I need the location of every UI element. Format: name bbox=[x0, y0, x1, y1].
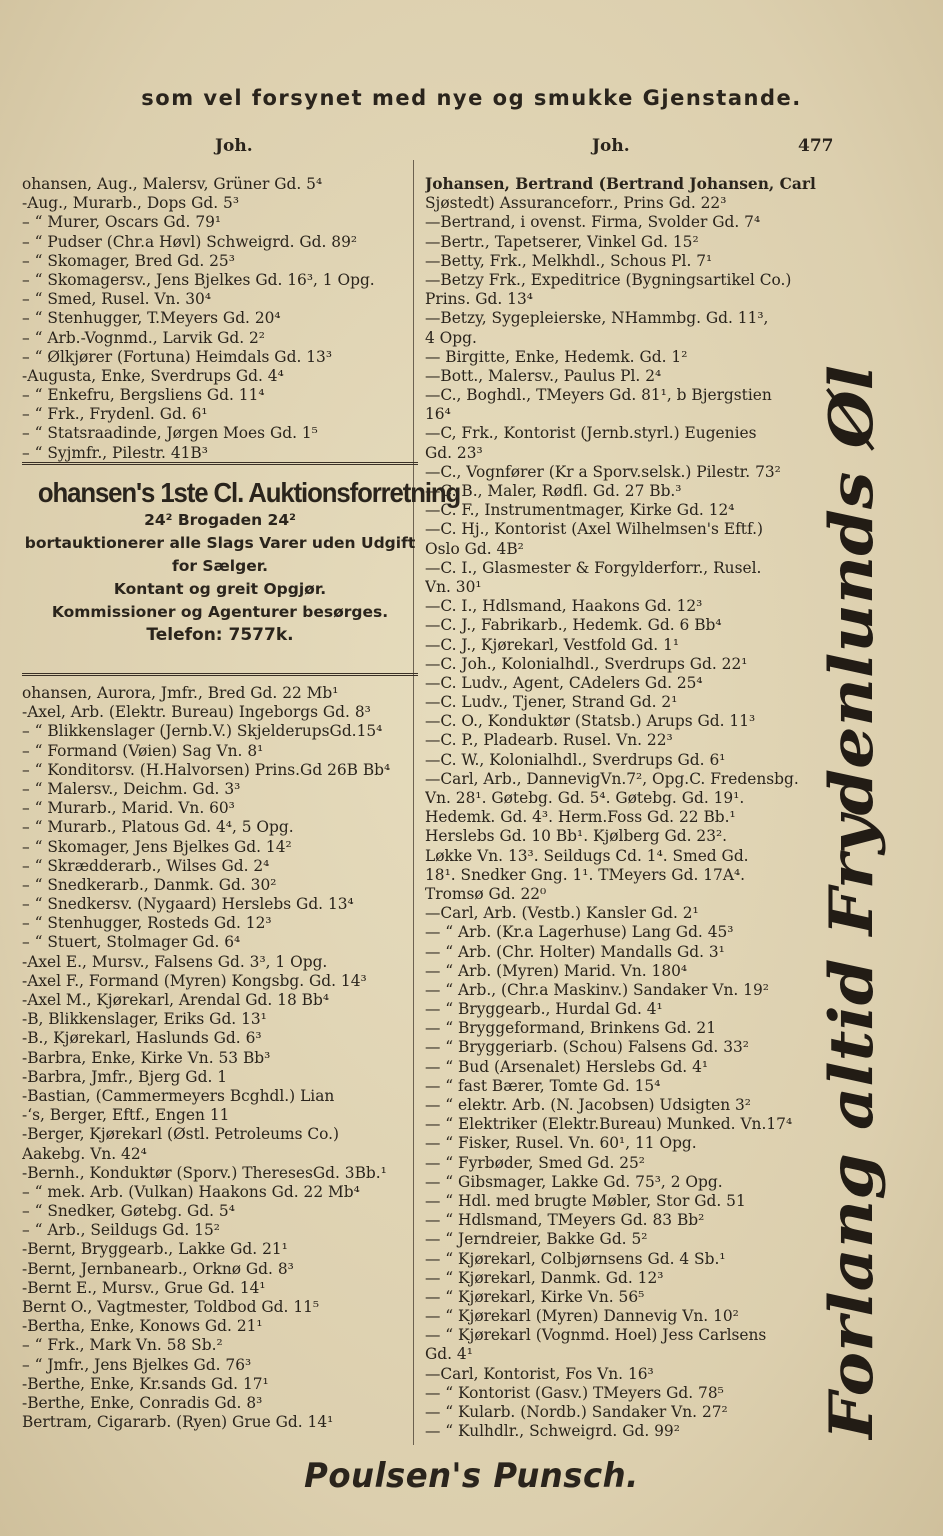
page-number: 477 bbox=[798, 136, 834, 156]
directory-entry: —C. Joh., Kolonialhdl., Sverdrups Gd. 22¹ bbox=[425, 654, 748, 673]
directory-entry: — “ Kjørekarl (Vognmd. Hoel) Jess Carlsens bbox=[425, 1326, 767, 1345]
directory-entry: —C. I., Hdlsmand, Haakons Gd. 12³ bbox=[425, 597, 703, 616]
directory-entry: — “ Bryggearb., Hurdal Gd. 4¹ bbox=[425, 1000, 663, 1019]
directory-entry: — “ Arb. (Chr. Holter) Mandalls Gd. 3¹ bbox=[425, 942, 725, 961]
directory-entry: – “ Stenhugger, Rosteds Gd. 12³ bbox=[22, 914, 272, 933]
directory-entry: — “ Kontorist (Gasv.) TMeyers Gd. 78⁵ bbox=[425, 1383, 724, 1402]
directory-entry: —Bertr., Tapetserer, Vinkel Gd. 15² bbox=[425, 232, 699, 251]
directory-entry: Oslo Gd. 4B² bbox=[425, 539, 524, 558]
right-column bbox=[425, 175, 830, 1441]
directory-entry: -‘s, Berger, Eftf., Engen 11 bbox=[22, 1106, 230, 1125]
directory-entry: – “ Murarb., Marid. Vn. 60³ bbox=[22, 799, 235, 818]
running-head-left: Joh. bbox=[215, 136, 253, 156]
top-banner: som vel forsynet med nye og smukke Gjenstande. bbox=[141, 86, 802, 110]
directory-entry: -Axel, Arb. (Elektr. Bureau) Ingeborgs Gd. 8³ bbox=[22, 703, 371, 722]
directory-entry: – “ Arb.-Vognmd., Larvik Gd. 2² bbox=[22, 328, 265, 347]
directory-entry: -Bernt E., Mursv., Grue Gd. 14¹ bbox=[22, 1278, 266, 1297]
vertical-beer-advertisement bbox=[800, 360, 900, 1440]
directory-entry: —C. P., Pladearb. Rusel. Vn. 22³ bbox=[425, 731, 673, 750]
directory-entry: – “ Snedkerarb., Danmk. Gd. 30² bbox=[22, 875, 277, 894]
left-column-lower bbox=[22, 684, 420, 1432]
directory-entry: 18¹. Snedker Gng. 1¹. TMeyers Gd. 17A⁴. bbox=[425, 865, 746, 884]
directory-entry: —Betty, Frk., Melkhdl., Schous Pl. 7¹ bbox=[425, 251, 713, 270]
directory-entry: -Berthe, Enke, Kr.sands Gd. 17¹ bbox=[22, 1374, 269, 1393]
directory-entry: Tromsø Gd. 22⁰ bbox=[425, 884, 547, 903]
directory-entry: -B., Kjørekarl, Haslunds Gd. 6³ bbox=[22, 1029, 262, 1048]
directory-entry: —C. F., Instrumentmager, Kirke Gd. 12⁴ bbox=[425, 501, 735, 520]
directory-entry: – “ mek. Arb. (Vulkan) Haakons Gd. 22 Mb⁴ bbox=[22, 1182, 360, 1201]
directory-entry: – “ Snedkersv. (Nygaard) Herslebs Gd. 13⁴ bbox=[22, 895, 354, 914]
directory-entry: -Augusta, Enke, Sverdrups Gd. 4⁴ bbox=[22, 366, 284, 385]
directory-entry: – “ Skomagersv., Jens Bjelkes Gd. 16³, 1 Opg. bbox=[22, 270, 375, 289]
directory-entry: – “ Skomager, Bred Gd. 25³ bbox=[22, 251, 235, 270]
directory-entry: —C. Hj., Kontorist (Axel Wilhelmsen's Eftf.) bbox=[425, 520, 763, 539]
directory-entry: 16⁴ bbox=[425, 405, 451, 424]
directory-entry: – “ Syjmfr., Pilestr. 41B³ bbox=[22, 443, 208, 462]
directory-entry: —C. J., Fabrikarb., Hedemk. Gd. 6 Bb⁴ bbox=[425, 616, 722, 635]
directory-entry: —C. Ludv., Tjener, Strand Gd. 2¹ bbox=[425, 693, 678, 712]
directory-entry: -Aug., Murarb., Dops Gd. 5³ bbox=[22, 194, 239, 213]
directory-entry: – “ Smed, Rusel. Vn. 30⁴ bbox=[22, 290, 212, 309]
directory-entry: —C., Boghdl., TMeyers Gd. 81¹, b Bjergstien bbox=[425, 386, 772, 405]
directory-entry: -Bertha, Enke, Konows Gd. 21¹ bbox=[22, 1317, 263, 1336]
directory-entry: – “ Stuert, Stolmager Gd. 6⁴ bbox=[22, 933, 241, 952]
directory-entry: – “ Enkefru, Bergsliens Gd. 11⁴ bbox=[22, 386, 265, 405]
directory-entry: —Carl, Arb. (Vestb.) Kansler Gd. 2¹ bbox=[425, 904, 699, 923]
directory-entry: Vn. 30¹ bbox=[425, 577, 482, 596]
directory-entry: – “ Frk., Frydenl. Gd. 6¹ bbox=[22, 405, 208, 424]
directory-entry: – “ Formand (Vøien) Sag Vn. 8¹ bbox=[22, 741, 264, 760]
directory-entry: – “ Malersv., Deichm. Gd. 3³ bbox=[22, 779, 241, 798]
ad-phone: Telefon: 7577k. bbox=[146, 625, 294, 645]
directory-entry: Hedemk. Gd. 4³. Herm.Foss Gd. 22 Bb.¹ bbox=[425, 808, 736, 827]
directory-entry: Johansen, Bertrand (Bertrand Johansen, Carl bbox=[425, 175, 816, 193]
ad-line: Kommissioner og Agenturer besørges. bbox=[51, 603, 389, 621]
directory-entry: ohansen, Aurora, Jmfr., Bred Gd. 22 Mb¹ bbox=[22, 684, 339, 702]
directory-entry: — “ Kjørekarl, Colbjørnsens Gd. 4 Sb.¹ bbox=[425, 1249, 726, 1268]
directory-entry: — “ Kjørekarl (Myren) Dannevig Vn. 10² bbox=[425, 1307, 739, 1326]
directory-entry: – “ Skrædderarb., Wilses Gd. 2⁴ bbox=[22, 856, 270, 875]
directory-entry: – “ Statsraadinde, Jørgen Moes Gd. 1⁵ bbox=[22, 424, 318, 443]
ad-line: bortauktionerer alle Slags Varer uden Udgift bbox=[24, 534, 416, 552]
directory-entry: – “ Pudser (Chr.a Høvl) Schweigrd. Gd. 89² bbox=[22, 232, 358, 251]
directory-entry: —C. I., Glasmester & Forgylderforr., Rusel. bbox=[425, 558, 762, 577]
directory-entry: -Axel E., Mursv., Falsens Gd. 3³, 1 Opg. bbox=[22, 952, 328, 971]
directory-entry: Bertram, Cigararb. (Ryen) Grue Gd. 14¹ bbox=[22, 1413, 334, 1432]
directory-entry: —Bott., Malersv., Paulus Pl. 2⁴ bbox=[425, 366, 662, 385]
directory-entry: -Axel F., Formand (Myren) Kongsbg. Gd. 14³ bbox=[22, 971, 367, 990]
directory-entry: — “ Kjørekarl, Danmk. Gd. 12³ bbox=[425, 1268, 664, 1287]
directory-entry: Gd. 4¹ bbox=[425, 1345, 473, 1364]
directory-entry: -Bernt, Jernbanearb., Orknø Gd. 8³ bbox=[22, 1259, 294, 1278]
directory-entry: – “ Frk., Mark Vn. 58 Sb.² bbox=[22, 1336, 223, 1355]
directory-entry: Gd. 23³ bbox=[425, 443, 483, 462]
directory-entry: — “ Elektriker (Elektr.Bureau) Munked. Vn.17⁴ bbox=[425, 1115, 793, 1134]
running-head-right: Joh. bbox=[592, 136, 630, 156]
side-ad-text: Forlang altid Frydenlunds Øl bbox=[817, 472, 887, 1440]
directory-entry: —C. Ludv., Agent, CAdelers Gd. 25⁴ bbox=[425, 673, 703, 692]
directory-entry: Sjøstedt) Assuranceforr., Prins Gd. 22³ bbox=[425, 194, 727, 213]
directory-entry: -Bernt, Bryggearb., Lakke Gd. 21¹ bbox=[22, 1240, 288, 1259]
directory-entry: Aakebg. Vn. 42⁴ bbox=[22, 1144, 147, 1163]
directory-entry: — “ Fyrbøder, Smed Gd. 25² bbox=[425, 1153, 645, 1172]
directory-entry: – “ Ølkjører (Fortuna) Heimdals Gd. 13³ bbox=[22, 347, 332, 366]
directory-entry: -Bernh., Konduktør (Sporv.) TheresesGd. 3Bb.¹ bbox=[22, 1163, 387, 1182]
directory-entry: -B, Blikkenslager, Eriks Gd. 13¹ bbox=[22, 1010, 267, 1029]
directory-entry: — “ Fisker, Rusel. Vn. 60¹, 11 Opg. bbox=[425, 1134, 697, 1153]
directory-entry: —Betzy Frk., Expeditrice (Bygningsartikel Co.) bbox=[425, 270, 792, 289]
directory-entry: – “ Murer, Oscars Gd. 79¹ bbox=[22, 213, 222, 232]
directory-entry: Herslebs Gd. 10 Bb¹. Kjølberg Gd. 23². bbox=[425, 827, 728, 846]
directory-entry: —C. W., Kolonialhdl., Sverdrups Gd. 6¹ bbox=[425, 750, 726, 769]
directory-entry: —Bertrand, i ovenst. Firma, Svolder Gd. 7⁴ bbox=[425, 213, 761, 232]
ad-line: for Sælger. bbox=[171, 557, 269, 575]
directory-entry: Prins. Gd. 13⁴ bbox=[425, 290, 533, 309]
directory-entry: — “ Arb. (Myren) Marid. Vn. 180⁴ bbox=[425, 961, 688, 980]
directory-entry: — “ Arb. (Kr.a Lagerhuse) Lang Gd. 45³ bbox=[425, 923, 734, 942]
directory-entry: — “ Kularb. (Nordb.) Sandaker Vn. 27² bbox=[425, 1403, 728, 1421]
ad-title: ohansen's 1ste Cl. Auktionsforretning bbox=[37, 477, 461, 508]
directory-entry: – “ Jmfr., Jens Bjelkes Gd. 76³ bbox=[22, 1355, 252, 1374]
directory-entry: – “ Arb., Seildugs Gd. 15² bbox=[22, 1221, 220, 1240]
directory-entry: – “ Konditorsv. (H.Halvorsen) Prins.Gd 26B Bb⁴ bbox=[22, 760, 391, 779]
directory-entry: -Axel M., Kjørekarl, Arendal Gd. 18 Bb⁴ bbox=[22, 991, 329, 1009]
directory-entry: — “ fast Bærer, Tomte Gd. 15⁴ bbox=[425, 1076, 661, 1095]
directory-entry: — “ Hdlsmand, TMeyers Gd. 83 Bb² bbox=[425, 1211, 705, 1230]
directory-entry: — “ Bud (Arsenalet) Herslebs Gd. 4¹ bbox=[425, 1057, 709, 1076]
directory-entry: —C., Vognfører (Kr a Sporv.selsk.) Pilestr. 73² bbox=[425, 462, 781, 481]
directory-entry: Løkke Vn. 13³. Seildugs Cd. 1⁴. Smed Gd. bbox=[425, 846, 749, 865]
directory-entry: —C. J., Kjørekarl, Vestfold Gd. 1¹ bbox=[425, 635, 680, 654]
directory-entry: — “ Bryggeriarb. (Schou) Falsens Gd. 33² bbox=[425, 1038, 749, 1057]
directory-entry: —C. B., Maler, Rødfl. Gd. 27 Bb.³ bbox=[425, 482, 682, 500]
ad-line: 24² Brogaden 24² bbox=[144, 511, 296, 529]
directory-entry: – “ Skomager, Jens Bjelkes Gd. 14² bbox=[22, 837, 292, 856]
directory-entry: – “ Snedker, Gøtebg. Gd. 5⁴ bbox=[22, 1202, 235, 1221]
directory-entry: — “ Arb., (Chr.a Maskinv.) Sandaker Vn. 19² bbox=[425, 980, 769, 999]
ad-line: Kontant og greit Opgjør. bbox=[113, 580, 327, 598]
directory-entry: -Barbra, Jmfr., Bjerg Gd. 1 bbox=[22, 1067, 228, 1086]
directory-entry: — “ Kjørekarl, Kirke Vn. 56⁵ bbox=[425, 1287, 645, 1306]
directory-entry: -Barbra, Enke, Kirke Vn. 53 Bb³ bbox=[22, 1048, 271, 1067]
directory-entry: -Berger, Kjørekarl (Østl. Petroleums Co.) bbox=[22, 1125, 340, 1144]
directory-entry: ohansen, Aug., Malersv, Grüner Gd. 5⁴ bbox=[22, 175, 323, 193]
directory-entry: —C. O., Konduktør (Statsb.) Arups Gd. 11³ bbox=[425, 712, 756, 731]
directory-entry: -Bastian, (Cammermeyers Bcghdl.) Lian bbox=[22, 1086, 335, 1105]
directory-entry: —Carl, Kontorist, Fos Vn. 16³ bbox=[425, 1364, 654, 1383]
directory-entry: Vn. 28¹. Gøtebg. Gd. 5⁴. Gøtebg. Gd. 19¹. bbox=[425, 789, 745, 807]
directory-entry: — “ elektr. Arb. (N. Jacobsen) Udsigten 3² bbox=[425, 1096, 751, 1114]
directory-entry: — “ Bryggeformand, Brinkens Gd. 21 bbox=[425, 1019, 717, 1038]
left-column-upper bbox=[22, 175, 420, 463]
footer-advertisement: Poulsen's Punsch. bbox=[304, 1456, 639, 1496]
directory-entry: —Carl, Arb., DannevigVn.7², Opg.C. Fredensbg. bbox=[425, 769, 799, 788]
directory-entry: Bernt O., Vagtmester, Toldbod Gd. 11⁵ bbox=[22, 1298, 320, 1316]
directory-entry: — “ Hdl. med brugte Møbler, Stor Gd. 51 bbox=[425, 1191, 746, 1210]
directory-entry: — “ Kulhdlr., Schweigrd. Gd. 99² bbox=[425, 1422, 680, 1441]
directory-entry: —Betzy, Sygepleierske, NHammbg. Gd. 11³, bbox=[425, 309, 769, 328]
directory-entry: -Berthe, Enke, Conradis Gd. 8³ bbox=[22, 1393, 263, 1412]
directory-entry: — Birgitte, Enke, Hedemk. Gd. 1² bbox=[425, 347, 688, 366]
directory-entry: – “ Blikkenslager (Jernb.V.) SkjelderupsGd.15⁴ bbox=[22, 722, 383, 741]
directory-entry: — “ Jerndreier, Bakke Gd. 5² bbox=[425, 1230, 648, 1249]
directory-entry: —C, Frk., Kontorist (Jernb.styrl.) Eugenies bbox=[425, 424, 757, 443]
directory-entry: – “ Murarb., Platous Gd. 4⁴, 5 Opg. bbox=[22, 818, 294, 837]
directory-entry: 4 Opg. bbox=[425, 328, 477, 347]
directory-entry: – “ Stenhugger, T.Meyers Gd. 20⁴ bbox=[22, 309, 281, 328]
directory-entry: — “ Gibsmager, Lakke Gd. 75³, 2 Opg. bbox=[425, 1172, 723, 1191]
